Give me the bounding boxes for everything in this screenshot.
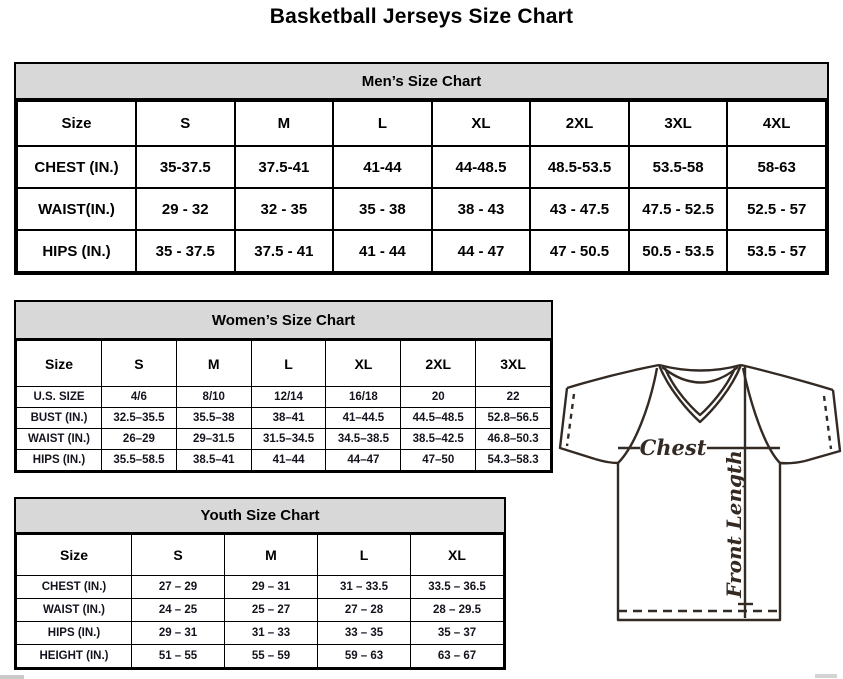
- size-value-cell: 50.5 - 53.5: [629, 230, 728, 272]
- column-header: 2XL: [401, 341, 476, 387]
- collar-back-arc: [659, 365, 741, 371]
- table-row: [17, 645, 504, 668]
- table-row: [17, 429, 551, 450]
- column-header: 2XL: [530, 101, 629, 146]
- size-value-cell: 47.5 - 52.5: [629, 188, 728, 230]
- table-row: [17, 387, 551, 408]
- table-row: [17, 230, 826, 272]
- left-shoulder-line: [567, 365, 659, 388]
- column-header: 3XL: [476, 341, 551, 387]
- size-value-cell: 53.5 - 57: [727, 230, 826, 272]
- scrollbar-fragment-left: [0, 675, 24, 679]
- size-value-cell: 41-44: [333, 146, 432, 188]
- size-value-cell: 25 – 27: [225, 599, 318, 622]
- size-value-cell: 47 - 50.5: [530, 230, 629, 272]
- table-row: [17, 408, 551, 429]
- header-row: [17, 101, 826, 146]
- size-value-cell: 35 – 37: [411, 622, 504, 645]
- size-value-cell: 22: [476, 387, 551, 408]
- column-header: L: [251, 341, 326, 387]
- size-value-cell: 43 - 47.5: [530, 188, 629, 230]
- row-label: U.S. SIZE: [17, 387, 102, 408]
- row-label: CHEST (IN.): [17, 146, 136, 188]
- column-header: M: [235, 101, 334, 146]
- right-shoulder-line: [741, 365, 833, 390]
- size-value-cell: 58-63: [727, 146, 826, 188]
- mens-size-chart-table: [14, 62, 829, 275]
- header-row: [17, 535, 504, 576]
- row-label: HEIGHT (IN.): [17, 645, 132, 668]
- right-sleeve-outline: [805, 390, 840, 461]
- size-value-cell: 37.5-41: [235, 146, 334, 188]
- size-value-cell: 31.5–34.5: [251, 429, 326, 450]
- column-header: XL: [432, 101, 531, 146]
- chest-label: Chest: [639, 435, 707, 460]
- column-header: 3XL: [629, 101, 728, 146]
- youth-size-table: [16, 534, 504, 668]
- size-value-cell: 44.5–48.5: [401, 408, 476, 429]
- size-value-cell: 52.5 - 57: [727, 188, 826, 230]
- size-value-cell: 38–41: [251, 408, 326, 429]
- left-underarm: [595, 459, 618, 463]
- size-value-cell: 29–31.5: [176, 429, 251, 450]
- size-value-cell: 33.5 – 36.5: [411, 576, 504, 599]
- jersey-outline-icon: [560, 365, 840, 620]
- column-header: XL: [411, 535, 504, 576]
- size-value-cell: 35 - 38: [333, 188, 432, 230]
- size-value-cell: 35.5–58.5: [102, 450, 177, 471]
- column-header: L: [333, 101, 432, 146]
- womens-size-table: [16, 340, 551, 471]
- left-cuff-dashed-line: [567, 394, 574, 446]
- column-header: S: [102, 341, 177, 387]
- size-value-cell: 38.5–41: [176, 450, 251, 471]
- row-label: WAIST (IN.): [17, 429, 102, 450]
- header-row: [17, 341, 551, 387]
- womens-size-chart-table: [14, 300, 553, 473]
- table-row: [17, 576, 504, 599]
- mens-size-chart-caption: Men’s Size Chart: [16, 64, 827, 100]
- size-value-cell: 35-37.5: [136, 146, 235, 188]
- size-value-cell: 51 – 55: [132, 645, 225, 668]
- size-value-cell: 35.5–38: [176, 408, 251, 429]
- size-value-cell: 44 - 47: [432, 230, 531, 272]
- table-row: [17, 622, 504, 645]
- column-header: M: [176, 341, 251, 387]
- size-value-cell: 28 – 29.5: [411, 599, 504, 622]
- row-label: CHEST (IN.): [17, 576, 132, 599]
- youth-size-chart-table: [14, 497, 506, 670]
- size-value-cell: 38 - 43: [432, 188, 531, 230]
- size-value-cell: 29 – 31: [225, 576, 318, 599]
- column-header: Size: [17, 535, 132, 576]
- column-header: Size: [17, 341, 102, 387]
- size-value-cell: 26–29: [102, 429, 177, 450]
- table-row: [17, 450, 551, 471]
- row-label: WAIST (IN.): [17, 599, 132, 622]
- size-value-cell: 59 – 63: [318, 645, 411, 668]
- body-outline: [618, 463, 780, 620]
- size-value-cell: 27 – 29: [132, 576, 225, 599]
- size-value-cell: 37.5 - 41: [235, 230, 334, 272]
- column-header: XL: [326, 341, 401, 387]
- front-length-label: Front Length: [722, 450, 746, 598]
- size-value-cell: 53.5-58: [629, 146, 728, 188]
- size-value-cell: 48.5-53.5: [530, 146, 629, 188]
- womens-size-chart-caption: Women’s Size Chart: [16, 302, 551, 340]
- size-value-cell: 46.8–50.3: [476, 429, 551, 450]
- right-underarm: [780, 461, 805, 463]
- size-value-cell: 32.5–35.5: [102, 408, 177, 429]
- row-label: HIPS (IN.): [17, 450, 102, 471]
- size-value-cell: 52.8–56.5: [476, 408, 551, 429]
- column-header: S: [136, 101, 235, 146]
- size-value-cell: 27 – 28: [318, 599, 411, 622]
- table-row: [17, 188, 826, 230]
- column-header: M: [225, 535, 318, 576]
- mens-size-table: [16, 100, 827, 273]
- column-header: S: [132, 535, 225, 576]
- size-value-cell: 34.5–38.5: [326, 429, 401, 450]
- scrollbar-fragment-right: [815, 674, 837, 678]
- size-value-cell: 55 – 59: [225, 645, 318, 668]
- size-value-cell: 38.5–42.5: [401, 429, 476, 450]
- size-value-cell: 41–44.5: [326, 408, 401, 429]
- left-sleeve-outline: [560, 388, 595, 459]
- size-value-cell: 29 – 31: [132, 622, 225, 645]
- column-header: Size: [17, 101, 136, 146]
- row-label: HIPS (IN.): [17, 230, 136, 272]
- size-value-cell: 12/14: [251, 387, 326, 408]
- size-value-cell: 24 – 25: [132, 599, 225, 622]
- size-value-cell: 31 – 33.5: [318, 576, 411, 599]
- size-value-cell: 8/10: [176, 387, 251, 408]
- size-value-cell: 44-48.5: [432, 146, 531, 188]
- size-value-cell: 44–47: [326, 450, 401, 471]
- jersey-measurement-diagram: [555, 356, 843, 630]
- size-value-cell: 4/6: [102, 387, 177, 408]
- size-value-cell: 20: [401, 387, 476, 408]
- right-cuff-dashed-line: [824, 396, 831, 449]
- size-value-cell: 41–44: [251, 450, 326, 471]
- size-value-cell: 35 - 37.5: [136, 230, 235, 272]
- size-value-cell: 54.3–58.3: [476, 450, 551, 471]
- column-header: L: [318, 535, 411, 576]
- size-value-cell: 31 – 33: [225, 622, 318, 645]
- table-row: [17, 146, 826, 188]
- youth-size-chart-caption: Youth Size Chart: [16, 499, 504, 534]
- row-label: WAIST(IN.): [17, 188, 136, 230]
- table-row: [17, 599, 504, 622]
- size-value-cell: 41 - 44: [333, 230, 432, 272]
- size-value-cell: 33 – 35: [318, 622, 411, 645]
- size-value-cell: 63 – 67: [411, 645, 504, 668]
- size-value-cell: 29 - 32: [136, 188, 235, 230]
- row-label: BUST (IN.): [17, 408, 102, 429]
- size-value-cell: 47–50: [401, 450, 476, 471]
- column-header: 4XL: [727, 101, 826, 146]
- row-label: HIPS (IN.): [17, 622, 132, 645]
- size-value-cell: 32 - 35: [235, 188, 334, 230]
- page-title: Basketball Jerseys Size Chart: [269, 5, 574, 28]
- size-value-cell: 16/18: [326, 387, 401, 408]
